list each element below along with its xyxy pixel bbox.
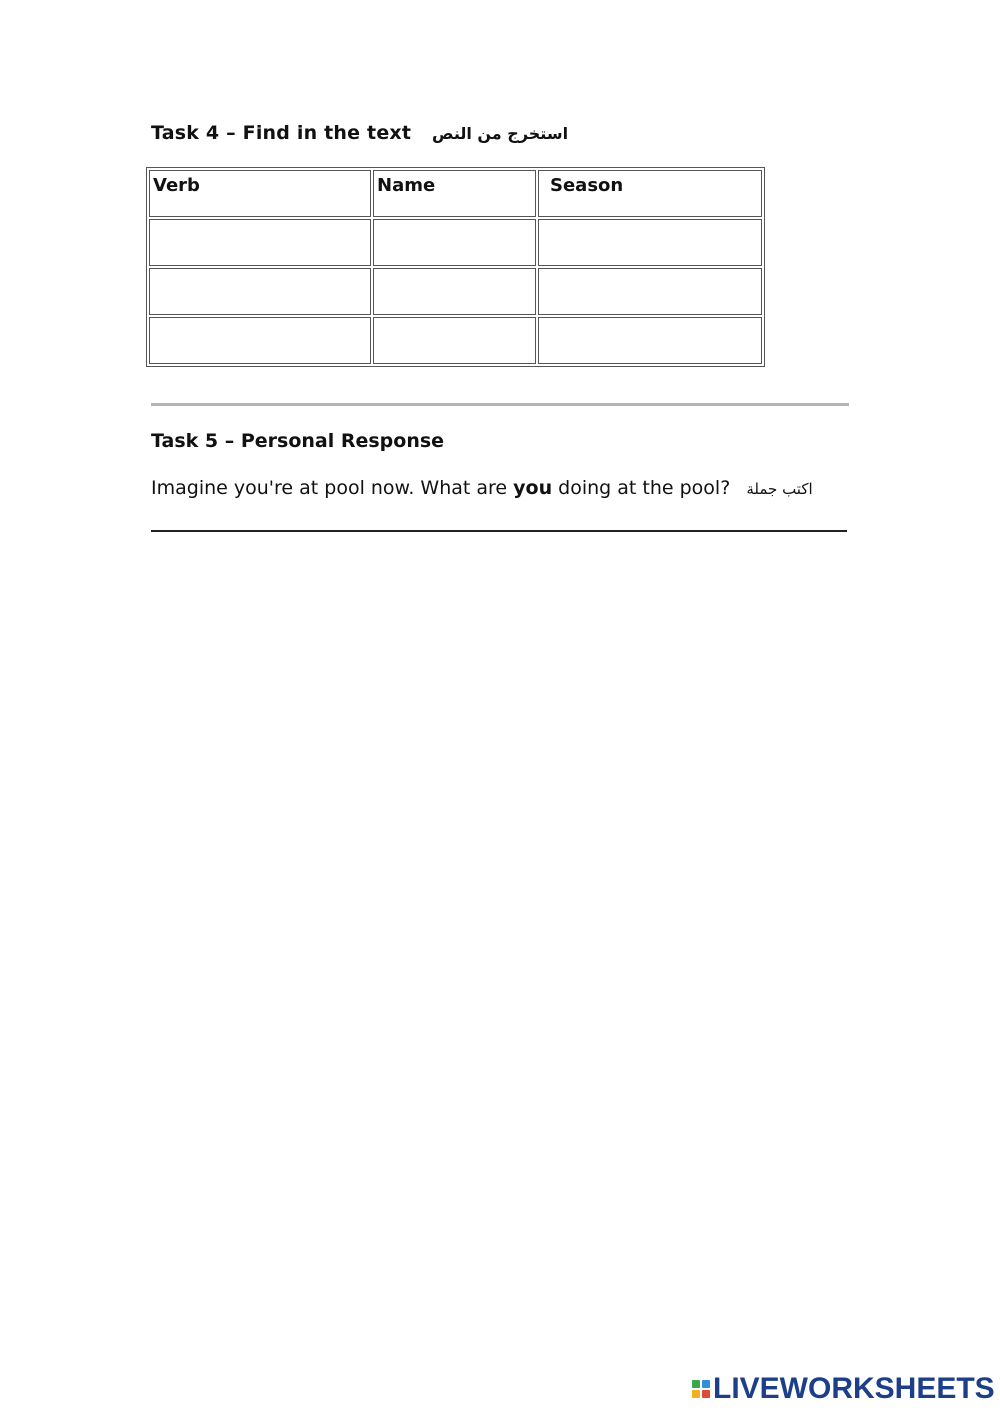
header-season: Season	[538, 170, 762, 217]
logo-square	[702, 1390, 710, 1398]
table-row	[149, 219, 762, 266]
answer-cell-verb[interactable]	[149, 268, 371, 315]
section-divider	[151, 403, 849, 406]
answer-cell-verb[interactable]	[149, 219, 371, 266]
answer-line[interactable]	[151, 530, 847, 532]
header-name: Name	[373, 170, 536, 217]
logo-text: LIVEWORKSHEETS	[713, 1372, 995, 1405]
task4-title: Task 4 – Find in the text	[151, 122, 412, 144]
logo-square	[702, 1380, 710, 1388]
task5-title: Task 5 – Personal Response	[151, 430, 445, 452]
header-verb: Verb	[149, 170, 371, 217]
table-row	[149, 317, 762, 364]
answer-cell-season[interactable]	[538, 219, 762, 266]
logo-square	[692, 1380, 700, 1388]
answer-cell-season[interactable]	[538, 268, 762, 315]
task4-heading	[151, 122, 568, 144]
find-in-text-table	[146, 167, 765, 367]
task5-arabic-instruction: اكتب جملة	[746, 480, 813, 498]
answer-cell-name[interactable]	[373, 219, 536, 266]
answer-cell-name[interactable]	[373, 268, 536, 315]
liveworksheets-logo	[692, 1372, 995, 1406]
prompt-text-end: doing at the pool?	[552, 477, 731, 499]
answer-cell-season[interactable]	[538, 317, 762, 364]
logo-square	[692, 1390, 700, 1398]
answer-cell-name[interactable]	[373, 317, 536, 364]
prompt-text-start: Imagine you're at pool now. What are	[151, 477, 514, 499]
prompt-emphasis: you	[513, 477, 553, 499]
task5-prompt	[151, 477, 813, 499]
logo-mark-icon	[692, 1380, 710, 1398]
answer-cell-verb[interactable]	[149, 317, 371, 364]
table-row	[149, 268, 762, 315]
table-header-row	[149, 170, 762, 217]
task4-arabic-instruction: استخرج من النص	[431, 124, 569, 143]
